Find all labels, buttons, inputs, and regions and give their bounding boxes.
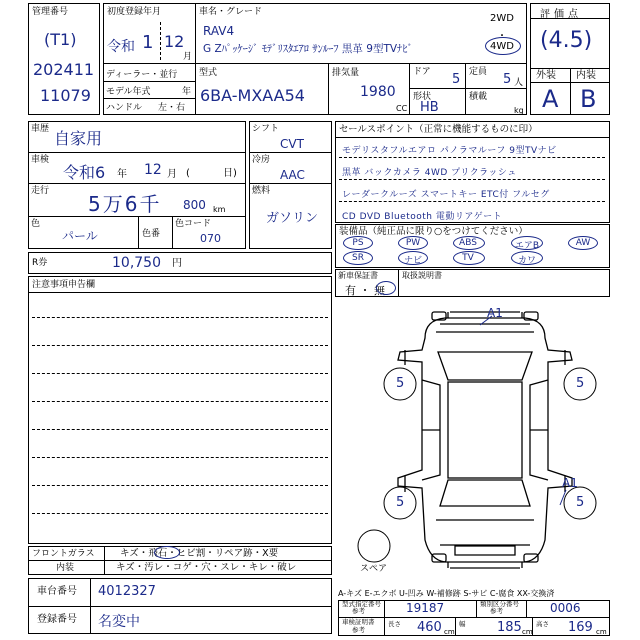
drive-2wd: 2WD: [490, 13, 514, 24]
height-unit: cm: [596, 628, 607, 636]
shift-value: CVT: [280, 137, 304, 151]
warranty-label: 新車保証書: [338, 271, 378, 280]
usage-label: 車歴: [31, 124, 50, 134]
model-year-unit: 年: [182, 87, 192, 97]
color-code-label: 色コード: [175, 219, 212, 229]
doors-value: 5: [452, 72, 461, 87]
height-label: 高さ: [536, 620, 549, 628]
load-unit: kg: [514, 106, 524, 115]
car-name: RAV4: [203, 24, 235, 38]
inspect-era: 令和6: [63, 163, 106, 182]
int-grade: B: [580, 85, 597, 113]
model-no-sub: 参考: [352, 607, 365, 615]
width-unit: cm: [522, 628, 533, 636]
equip-leather: カワ: [517, 256, 536, 266]
disp-label: 排気量: [332, 68, 360, 78]
equip-ps: PS: [352, 238, 364, 248]
equip-navi: ナビ: [403, 256, 422, 266]
mgmt-label: 管理番号: [32, 7, 69, 17]
color-code: 070: [200, 232, 221, 245]
class-no-sub: 参考: [490, 607, 503, 615]
spare-label: スペア: [360, 564, 388, 574]
chassis-value: 4012327: [98, 584, 156, 599]
usage-value: 自家用: [54, 129, 103, 148]
length-label: 長さ: [388, 620, 401, 628]
chassis-label: 車台番号: [37, 586, 77, 597]
inspect-day-open: (: [186, 168, 190, 179]
shape-value: HB: [420, 100, 439, 115]
mileage-value: 5万6千: [88, 192, 162, 216]
recycle-value: 10,750: [112, 255, 161, 271]
first-reg-year: 1: [142, 32, 154, 53]
equip-sr: SR: [352, 253, 364, 263]
equip-tv: TV: [462, 253, 474, 263]
fuel-label: 燃料: [252, 186, 271, 196]
damage-a1-front: A1: [487, 306, 503, 320]
interior-value: キズ・汚レ・コゲ・穴・スレ・キレ・破レ: [116, 562, 297, 573]
ext-label: 外装: [536, 70, 556, 81]
car-grade: G Zﾊﾟｯｹｰｼﾞ ﾓﾃﾞﾘｽﾀｴｱﾛ ｻﾝﾙｰﾌ 黒革 9型TVﾅﾋﾞ: [203, 43, 413, 55]
inspect-day-unit: 日): [223, 168, 237, 179]
sales-line-4: CD DVD Bluetooth 電動リアゲート: [342, 212, 503, 222]
cap-label: 定員: [469, 67, 488, 77]
tire-front-left: 5: [396, 376, 405, 391]
shift-label: シフト: [252, 124, 280, 134]
disp-unit: CC: [396, 104, 408, 113]
fuel-value: ガソリン: [266, 211, 319, 226]
equip-airbag: エアB: [514, 241, 540, 251]
mileage-sub: 800: [183, 198, 206, 212]
ac-label: 冷房: [252, 155, 271, 165]
first-reg-month-unit: 月: [183, 52, 193, 62]
score-value: (4.5): [540, 28, 593, 53]
cap-value: 5: [503, 72, 512, 87]
warranty-value: 有 ・ 無: [345, 284, 385, 297]
first-reg-era: 令和: [107, 39, 135, 55]
tire-rear-left: 5: [396, 495, 405, 510]
damage-a1-rear: A1: [562, 476, 578, 490]
class-no-value: 0006: [550, 601, 581, 615]
model-no-label: 型式指定番号: [342, 600, 381, 608]
equip-abs: ABS: [459, 238, 477, 248]
width-value: 185: [497, 620, 522, 635]
glass-label: フロントガラス: [32, 549, 95, 559]
glass-value: キズ・飛石・ヒビ割・リペア跡・X要: [120, 548, 279, 559]
sales-line-3: レーダークルーズ スマートキー ETC付 フルセグ: [342, 190, 550, 200]
tire-rear-right: 5: [576, 495, 585, 510]
cert-sub: 参考: [352, 626, 365, 634]
width-label: 幅: [459, 620, 466, 628]
notes-label: 注意事項申告欄: [32, 280, 96, 290]
sales-line-2: 黒革 バックカメラ 4WD プリクラッシュ: [342, 168, 517, 178]
equip-label: 装備品（純正品に限り○をつけてください）: [339, 226, 528, 237]
regno-value: 名変中: [98, 614, 140, 630]
color-number-label: 色番: [142, 229, 161, 239]
first-reg-month: 12: [164, 32, 185, 51]
inspect-year-unit: 年: [117, 169, 127, 180]
manual-label: 取扱説明書: [402, 271, 442, 280]
name-label: 車名・グレード: [199, 7, 263, 17]
mgmt-num1: 202411: [33, 60, 95, 79]
disp-value: 1980: [360, 84, 396, 100]
mileage-label: 走行: [31, 186, 50, 196]
equip-aw: AW: [575, 238, 591, 248]
recycle-unit: 円: [172, 258, 182, 269]
model-no-value: 19187: [406, 601, 445, 615]
cert-label: 車検証明書: [342, 618, 375, 626]
inspect-month-unit: 月: [167, 169, 177, 180]
height-value: 169: [568, 620, 593, 635]
model-code: 6BA-MXAA54: [200, 86, 305, 105]
int-label: 内装: [576, 70, 596, 81]
inspect-month: 12: [144, 162, 162, 178]
length-value: 460: [417, 620, 442, 635]
interior-label: 内装: [56, 563, 75, 573]
sales-line-1: モデリスタフルエアロ パノラマルーフ 9型TVナビ: [342, 146, 557, 156]
regno-label: 登録番号: [37, 614, 77, 625]
dealer-label: ディーラー・並行: [106, 70, 178, 80]
drive-dot: ・: [497, 31, 507, 42]
model-year-label: モデル年式: [106, 87, 151, 97]
mileage-unit: km: [213, 205, 226, 214]
ac-value: AAC: [280, 168, 305, 182]
color-label: 色: [31, 219, 41, 229]
first-reg-label: 初度登録年月: [107, 7, 162, 17]
class-no-label: 類別区分番号: [480, 600, 519, 608]
ext-grade: A: [542, 85, 559, 113]
handle-value: 左・右: [158, 103, 186, 113]
cap-unit: 人: [514, 78, 524, 88]
inspect-label: 車検: [31, 155, 50, 165]
mgmt-num2: 11079: [40, 86, 91, 105]
equip-pw: PW: [405, 238, 421, 248]
color-value: パール: [62, 229, 98, 243]
glass-stone-circle: [154, 546, 180, 559]
mgmt-t: (T1): [44, 30, 77, 49]
damage-legend: A-キズ E-エクボ U-凹み W-補修跡 S-サビ C-腐食 XX-交換済: [338, 589, 555, 598]
score-label: 評価点: [540, 9, 582, 20]
handle-label: ハンドル: [106, 103, 143, 113]
recycle-label: R券: [32, 258, 48, 268]
doors-label: ドア: [413, 67, 431, 77]
shape-label: 形状: [413, 92, 432, 102]
drive-4wd: 4WD: [490, 41, 514, 52]
load-label: 積載: [469, 92, 488, 102]
tire-front-right: 5: [576, 376, 585, 391]
sales-label: セールスポイント（正常に機能するものに印）: [339, 124, 538, 135]
model-code-label: 型式: [199, 68, 218, 78]
length-unit: cm: [444, 628, 455, 636]
